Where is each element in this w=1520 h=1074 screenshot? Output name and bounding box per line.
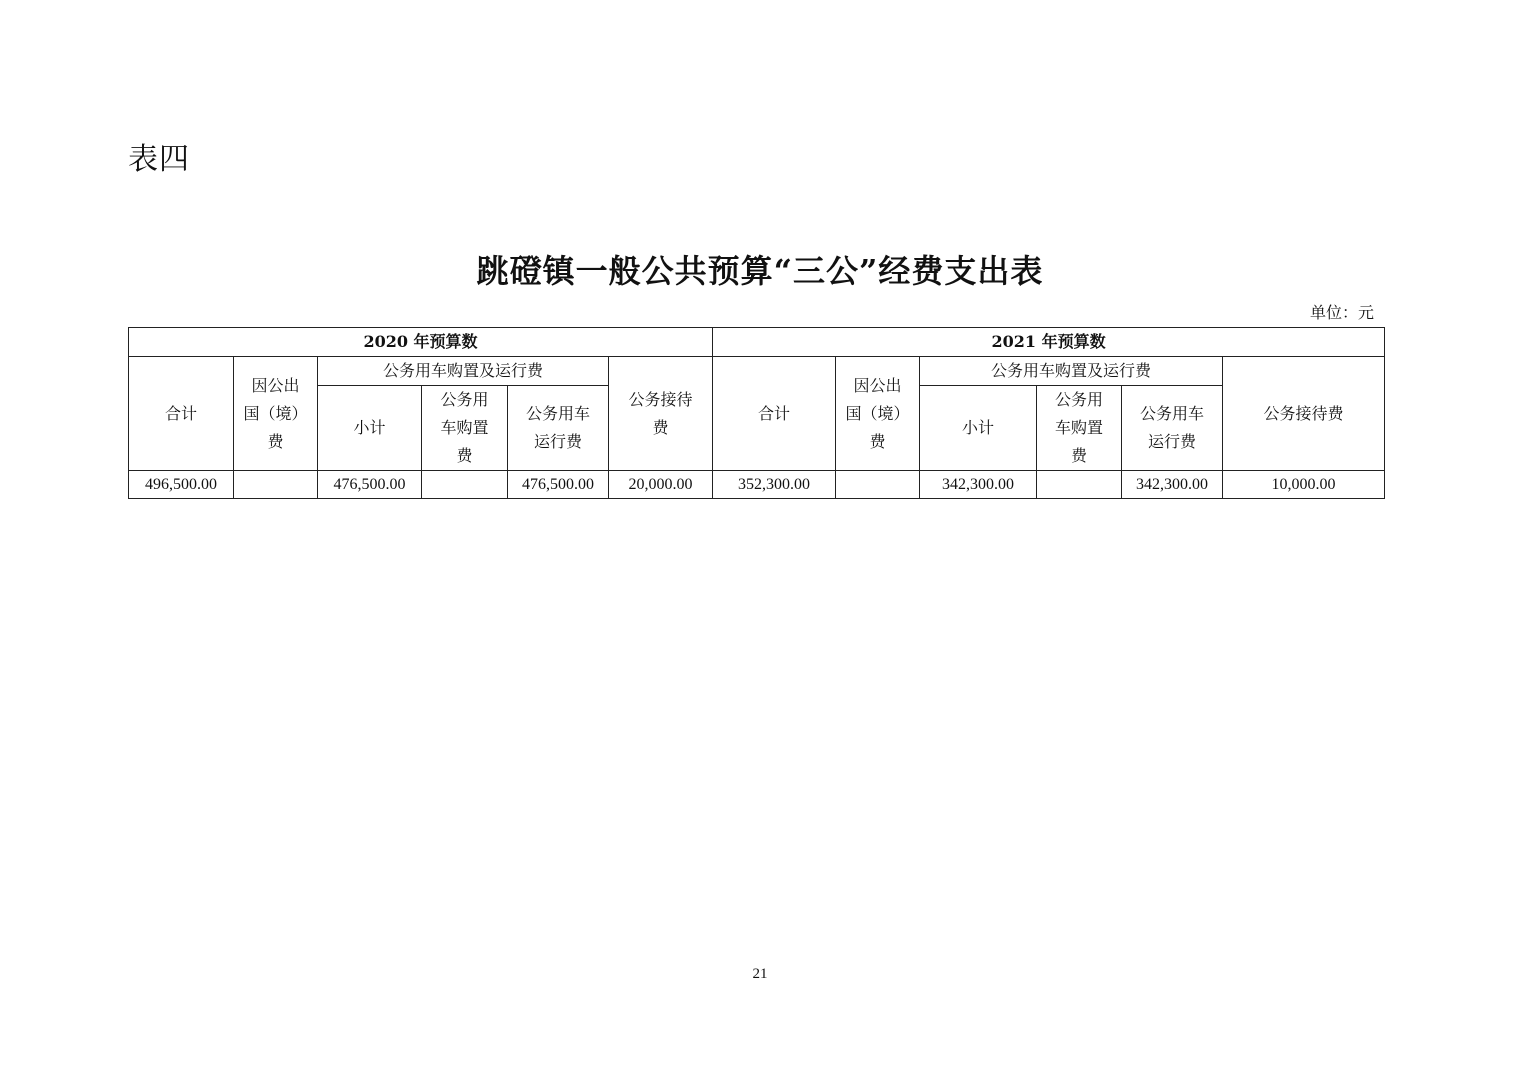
2021-subtotal-value: 342,300.00: [920, 471, 1037, 499]
2021-abroad-line3: 费: [869, 431, 886, 451]
2021-purchase-line3: 费: [1071, 446, 1088, 465]
table-label: 表四: [128, 142, 190, 177]
2020-abroad-header: [234, 357, 318, 471]
2020-total-value: 496,500.00: [129, 471, 234, 499]
2020-total-header: 合计: [129, 357, 234, 471]
2020-reception-header: [609, 357, 713, 471]
2021-subtotal-header: 小计: [920, 386, 1037, 471]
2020-purchase-value: [422, 471, 508, 499]
2021-purchase-line2: 车购置: [1055, 418, 1104, 437]
2021-purchase-value: [1037, 471, 1122, 499]
2021-abroad-value: [836, 471, 920, 499]
2021-abroad-line2: 国（境）: [845, 403, 910, 423]
column-header-row-1: [129, 357, 1385, 386]
2021-abroad-header: [836, 357, 920, 471]
2020-operation-line2: 运行费: [533, 432, 582, 451]
year-2021-header: 2021 年预算数: [713, 328, 1385, 357]
2020-purchase-line2: 车购置: [440, 418, 489, 437]
2020-vehicle-group-header: 公务用车购置及运行费: [318, 357, 609, 386]
2020-reception-line1: 公务接待: [628, 389, 693, 409]
year-2020-header: 2020 年预算数: [129, 328, 713, 357]
2020-abroad-line1: 因公出: [251, 375, 300, 395]
year-header-row: [129, 328, 1385, 357]
2021-purchase-line1: 公务用: [1055, 390, 1104, 409]
budget-table: [128, 327, 1385, 499]
2021-total-value: 352,300.00: [713, 471, 836, 499]
2021-operation-line2: 运行费: [1148, 432, 1197, 451]
2021-reception-header: 公务接待费: [1223, 357, 1385, 471]
2021-total-header: 合计: [713, 357, 836, 471]
2021-purchase-header: [1037, 386, 1122, 471]
2020-reception-value: 20,000.00: [609, 471, 713, 499]
2020-operation-value: 476,500.00: [508, 471, 609, 499]
2020-subtotal-header: 小计: [318, 386, 422, 471]
2020-reception-line2: 费: [652, 417, 669, 437]
document-title: 跳磴镇一般公共预算“三公”经费支出表: [476, 252, 1044, 290]
2021-abroad-line1: 因公出: [853, 375, 902, 395]
2020-abroad-line3: 费: [267, 431, 284, 451]
2021-operation-header: [1122, 386, 1223, 471]
table-row: [129, 471, 1385, 499]
2020-abroad-line2: 国（境）: [243, 403, 308, 423]
unit-label: 单位：元: [1309, 303, 1374, 322]
2020-operation-header: [508, 386, 609, 471]
2021-vehicle-group-header: 公务用车购置及运行费: [920, 357, 1223, 386]
2021-operation-value: 342,300.00: [1122, 471, 1223, 499]
2020-purchase-line1: 公务用: [440, 390, 489, 409]
2020-abroad-value: [234, 471, 318, 499]
2020-subtotal-value: 476,500.00: [318, 471, 422, 499]
2020-purchase-header: [422, 386, 508, 471]
2020-operation-line1: 公务用车: [525, 404, 590, 423]
2021-reception-value: 10,000.00: [1223, 471, 1385, 499]
2021-operation-line1: 公务用车: [1140, 404, 1205, 423]
page-number: 21: [752, 966, 768, 982]
2020-purchase-line3: 费: [456, 446, 473, 465]
